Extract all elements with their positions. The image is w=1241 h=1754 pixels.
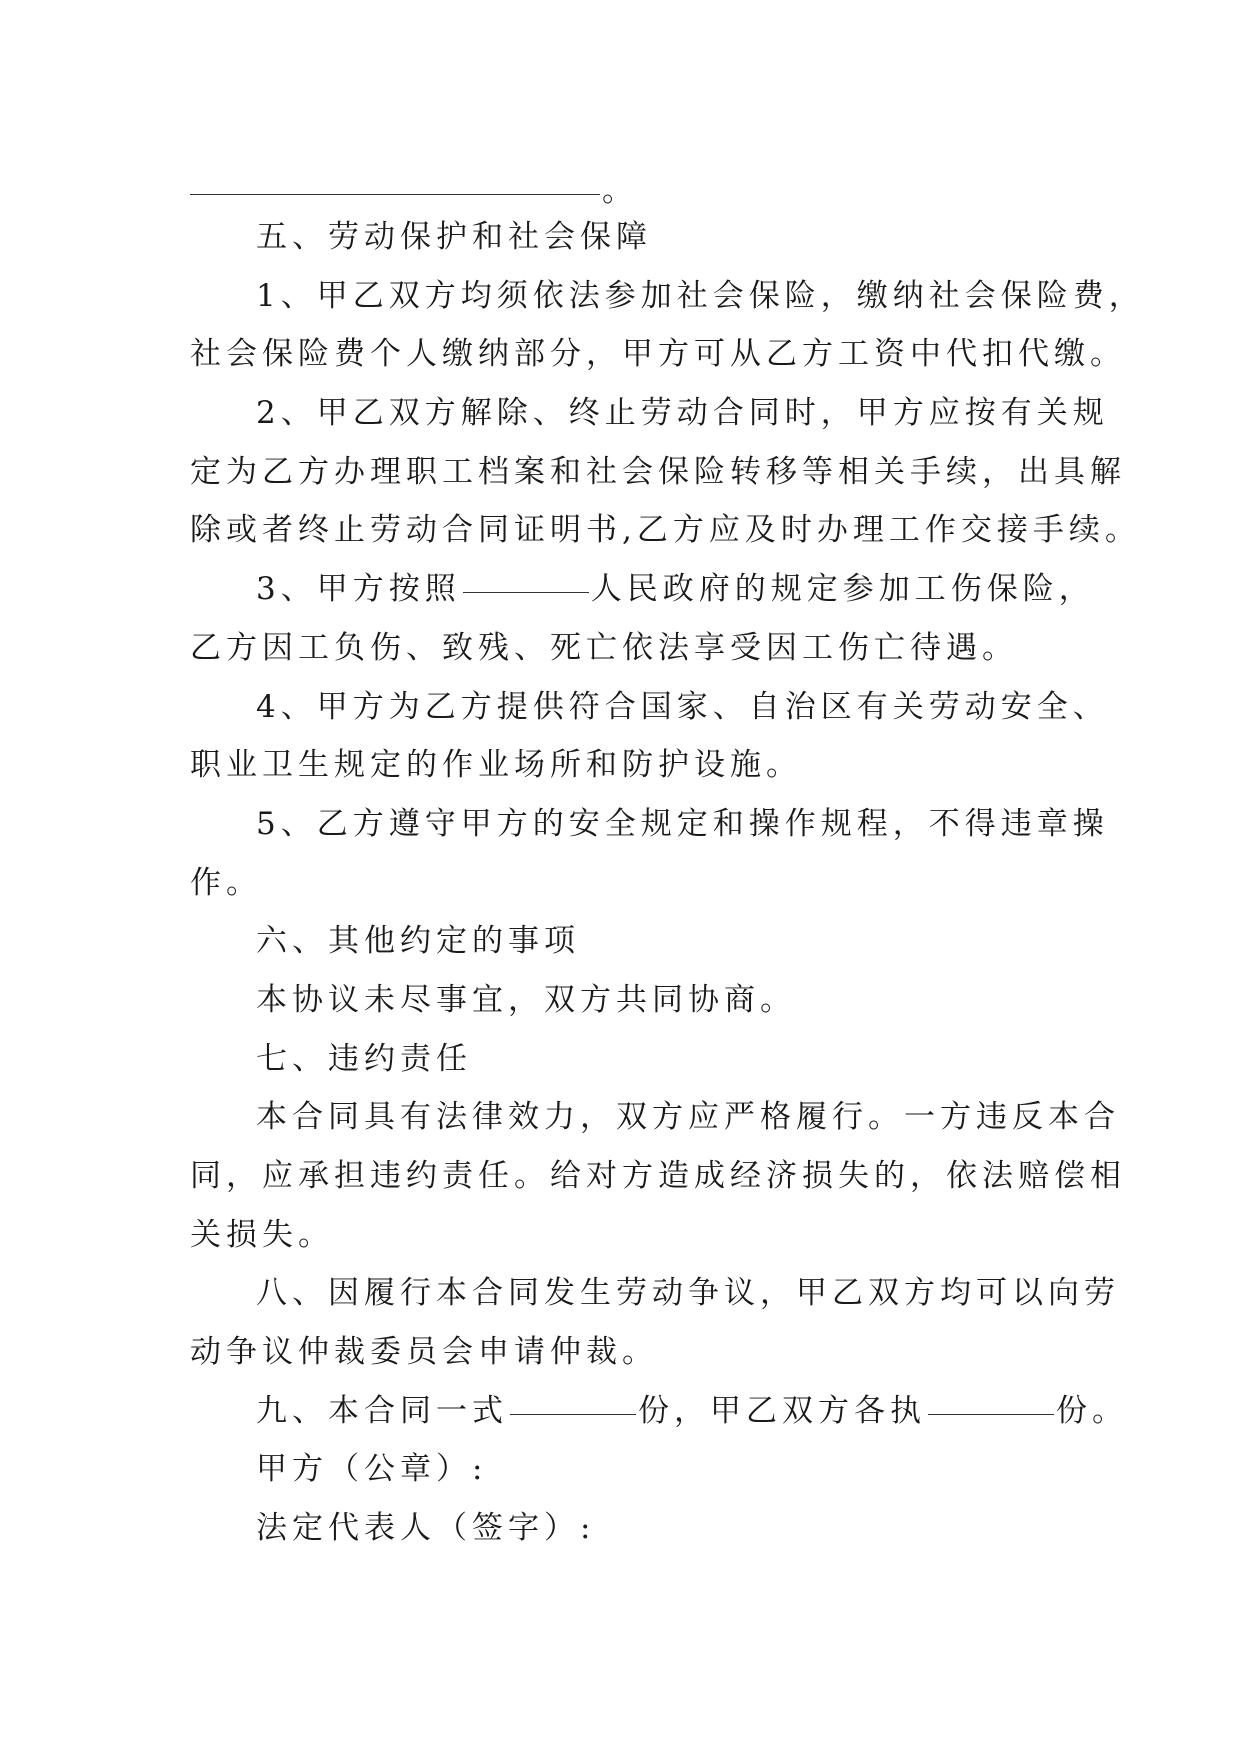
section7-line1: 本合同具有法律效力，双方应严格履行。一方违反本合 — [256, 1099, 1120, 1136]
blank-end-period: 。 — [602, 173, 638, 209]
section5-item5-line1: 5、乙方遵守甲方的安全规定和操作规程，不得违章操 — [256, 805, 1109, 842]
section5-item3-line1 — [190, 560, 1095, 619]
section5-item4-line2: 职业卫生规定的作业场所和防护设施。 — [190, 747, 802, 784]
fill-blank — [510, 1380, 636, 1415]
section6-heading: 六、其他约定的事项 — [256, 923, 580, 960]
section9-line — [190, 1382, 1128, 1441]
item3-text-after-blank: 人民政府的规定参加工伤保险， — [590, 571, 1095, 608]
section5-item5-line2: 作。 — [190, 864, 262, 901]
section5-item4-line1: 4、甲方为乙方提供符合国家、自治区有关劳动安全、 — [256, 688, 1109, 725]
section5-item1-line1: 1、甲乙双方均须依法参加社会保险，缴纳社会保险费， — [256, 277, 1145, 314]
section7-heading: 七、违约责任 — [256, 1040, 472, 1077]
section5-heading: 五、劳动保护和社会保障 — [256, 219, 652, 255]
section7-line3: 关损失。 — [190, 1216, 334, 1253]
item3-text-before-blank: 3、甲方按照 — [256, 571, 461, 608]
section8-line2: 动争议仲裁委员会申请仲裁。 — [190, 1334, 658, 1371]
section5-item2-line2: 定为乙方办理职工档案和社会保险转移等相关手续，出具解 — [190, 453, 1126, 490]
fill-blank — [190, 160, 600, 195]
section8-line1: 八、因履行本合同发生劳动争议，甲乙双方均可以向劳 — [256, 1275, 1120, 1312]
section5-item2-line3: 除或者终止劳动合同证明书,乙方应及时办理工作交接手续。 — [190, 512, 1141, 549]
section5-item2-line1: 2、甲乙双方解除、终止劳动合同时，甲方应按有关规 — [256, 395, 1109, 432]
fill-blank — [928, 1380, 1054, 1415]
section9-text-pre: 九、本合同一式 — [256, 1392, 508, 1429]
section6-text: 本协议未尽事宜，双方共同协商。 — [256, 981, 796, 1018]
legal-representative-signature-label: 法定代表人（签字）: — [256, 1510, 596, 1547]
section9-text-post: 份。 — [1056, 1392, 1128, 1429]
section7-line2: 同，应承担违约责任。给对方造成经济损失的，依法赔偿相 — [190, 1158, 1126, 1194]
continuation-blank-line — [190, 166, 1060, 208]
fill-blank — [463, 558, 589, 593]
section5-item3-line2: 乙方因工负伤、致残、死亡依法享受因工伤亡待遇。 — [190, 629, 1018, 666]
party-a-seal-label: 甲方（公章）: — [256, 1451, 488, 1488]
section5-item1-line2: 社会保险费个人缴纳部分，甲方可从乙方工资中代扣代缴。 — [190, 336, 1126, 373]
section9-text-mid: 份，甲乙双方各执 — [638, 1392, 926, 1429]
document-body — [190, 166, 1145, 1558]
